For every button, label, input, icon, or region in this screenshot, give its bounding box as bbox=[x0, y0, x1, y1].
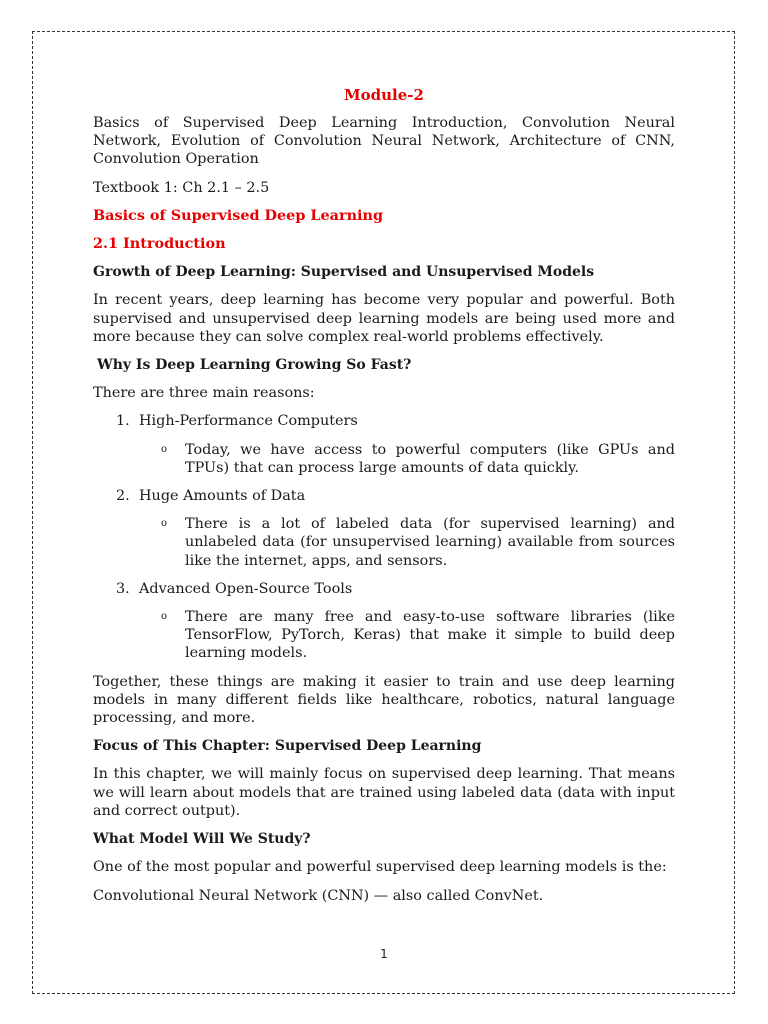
reason-detail-text: There is a lot of labeled data (for supervised learning) and unlabeled data (for unsupervised learning) available from sources like the internet, apps, and sensors. bbox=[185, 516, 675, 569]
growth-heading: Growth of Deep Learning: Supervised and Unsupervised Models bbox=[93, 264, 595, 281]
focus-paragraph: In this chapter, we will mainly focus on supervised deep learning. That means we will learn about models that are trained using labeled data (data with input and correct output). bbox=[93, 766, 675, 819]
reason-detail-3 bbox=[161, 608, 675, 663]
module-title: Module-2 bbox=[344, 86, 424, 104]
reason-title: Huge Amounts of Data bbox=[139, 488, 306, 505]
reasons-intro: There are three main reasons: bbox=[93, 385, 315, 402]
reason-item-2 bbox=[116, 487, 675, 505]
model-paragraph: One of the most popular and powerful supervised deep learning models is the: bbox=[93, 859, 667, 876]
reason-detail-2 bbox=[161, 515, 675, 570]
together-paragraph: Together, these things are making it easier to train and use deep learning models in many different fields like healthcare, robotics, natural language processing, and more. bbox=[93, 673, 675, 727]
focus-heading: Focus of This Chapter: Supervised Deep Learning bbox=[93, 738, 482, 755]
bullet-icon: o bbox=[161, 611, 168, 623]
cnn-line: Convolutional Neural Network (CNN) — also called ConvNet. bbox=[93, 887, 544, 904]
reason-detail-1 bbox=[161, 441, 675, 477]
reason-number: 3. bbox=[116, 580, 130, 597]
page-content bbox=[93, 86, 675, 915]
page-number: 1 bbox=[380, 947, 388, 961]
reason-title: Advanced Open-Source Tools bbox=[139, 580, 353, 597]
reason-number: 1. bbox=[116, 413, 130, 430]
growth-paragraph: In recent years, deep learning has become very popular and powerful. Both supervised and unsupervised deep learning models are being used more and more because they can solve complex real-world problems effectively. bbox=[93, 292, 675, 345]
reason-detail-text: Today, we have access to powerful computers (like GPUs and TPUs) that can process large amounts of data quickly. bbox=[185, 441, 675, 476]
intro-paragraph: Basics of Supervised Deep Learning Introduction, Convolution Neural Network, Evolution of Convolution Neural Network, Architecture of CNN, Convolution Operation bbox=[93, 115, 675, 168]
reason-item-3 bbox=[116, 580, 675, 598]
why-heading: Why Is Deep Learning Growing So Fast? bbox=[97, 357, 412, 374]
section-heading: Basics of Supervised Deep Learning bbox=[93, 206, 384, 224]
reason-detail-text: There are many free and easy-to-use software libraries (like TensorFlow, PyTorch, Keras) that make it simple to build deep learning models. bbox=[185, 609, 675, 662]
bullet-icon: o bbox=[161, 443, 168, 455]
bullet-icon: o bbox=[161, 518, 168, 530]
reason-item-1 bbox=[116, 412, 675, 430]
textbook-reference: Textbook 1: Ch 2.1 – 2.5 bbox=[93, 179, 270, 196]
model-heading: What Model Will We Study? bbox=[93, 831, 311, 848]
reason-number: 2. bbox=[116, 488, 130, 505]
subsection-heading: 2.1 Introduction bbox=[93, 235, 226, 253]
reason-title: High-Performance Computers bbox=[139, 413, 358, 430]
